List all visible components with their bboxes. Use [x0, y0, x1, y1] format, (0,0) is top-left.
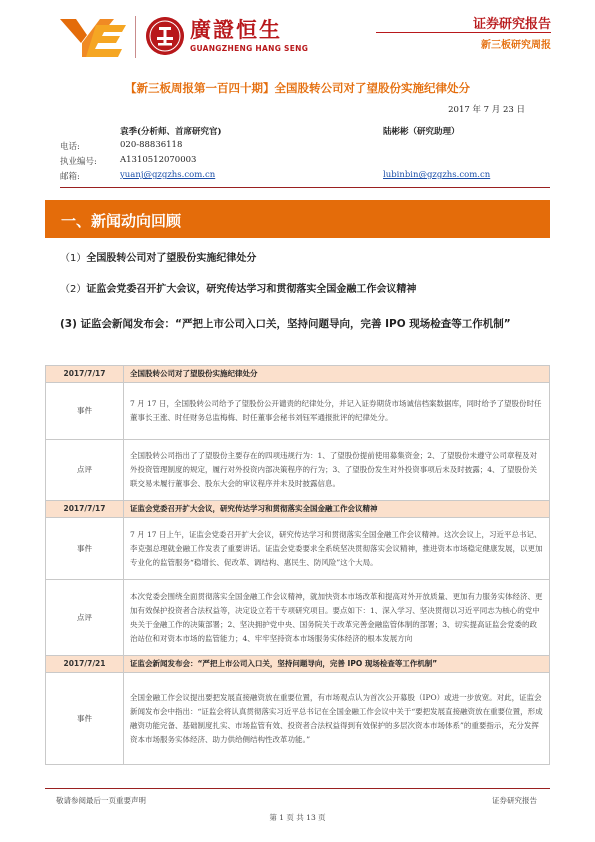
news-headline: 证监会新闻发布会：“严把上市公司入口关，坚持问题导向，完善 IPO 现场检查等工作机制” — [124, 656, 550, 673]
license-label: 执业编号: — [60, 157, 97, 167]
email-label: 邮箱: — [60, 172, 80, 182]
author-license-row — [60, 155, 550, 169]
table-row — [46, 440, 550, 501]
news-date: 2017/7/21 — [46, 656, 124, 673]
brand-name-cn: 廣證恒生 — [190, 18, 282, 42]
report-subtype-label: 新三板研究周报 — [481, 40, 551, 51]
event-text: 全国金融工作会议提出要把发展直接融资放在重要位置，有市场观点认为首次公开募股（IPO）或进一步放宽。对此，证监会新闻发布会中指出：“证监会将认真贯彻落实习近平总书记在全国金融工作会议中关于“要把发展直接融资放在重要位置，形成融资功能完备、基础制度扎实、市场监管有效、投资者合法权益得到有效保护的多层次资本市场体系”的重要指示，充分发挥资本市场服务实体经济、助力供给侧结构性改革功能。” — [124, 673, 550, 765]
event-label: 事件 — [46, 383, 124, 440]
item-number: （1） — [60, 253, 87, 264]
news-headline: 全国股转公司对了望股份实施纪律处分 — [124, 366, 550, 383]
item-text: 证监会党委召开扩大会议，研究传达学习和贯彻落实全国金融工作会议精神 — [86, 284, 417, 295]
author-phone-row — [60, 140, 550, 154]
footer-disclaimer: 敬请参阅最后一页重要声明 — [56, 796, 146, 805]
news-table — [45, 365, 550, 765]
author-info — [60, 122, 550, 188]
report-date: 2017 年 7 月 23 日 — [448, 105, 525, 115]
table-row — [46, 673, 550, 765]
news-item-3 — [60, 311, 550, 337]
author-name-assistant: 陆彬彬（研究助理） — [383, 127, 460, 137]
news-headline: 证监会党委召开扩大会议，研究传达学习和贯彻落实全国金融工作会议精神 — [124, 501, 550, 518]
item-number: （2） — [60, 284, 87, 295]
event-text: 7 月 17 日上午，证监会党委召开扩大会议，研究传达学习和贯彻落实全国金融工作会议精神。这次会议上，习近平总书记、李克强总理就金融工作发表了重要讲话。证监会党委要求全系统坚决贯彻落实会议精神，推进资本市场稳定健康发展，以更加专业化的监管服务“稳增长、促改革、调结构、惠民生、防风险”这个大局。 — [124, 518, 550, 580]
logo-divider — [135, 16, 136, 58]
phone-label: 电话: — [60, 142, 80, 152]
author-names-row — [60, 125, 550, 139]
comment-label: 点评 — [46, 580, 124, 656]
comment-label: 点评 — [46, 440, 124, 501]
author-name-primary: 袁季(分析师、首席研究官) — [120, 127, 222, 137]
phone-value: 020-88836118 — [120, 140, 183, 150]
table-row — [46, 518, 550, 580]
section-title: 一、新闻动向回顾 — [61, 212, 182, 230]
table-row — [46, 501, 550, 518]
report-header — [0, 0, 595, 68]
license-value: A1310512070003 — [120, 155, 197, 165]
brand-name-en: GUANGZHENG HANG SENG — [190, 44, 309, 53]
report-title: 【新三板周报第一百四十期】全国股转公司对了望股份实施纪律处分 — [125, 81, 470, 95]
report-type-label: 证券研究报告 — [472, 17, 551, 32]
table-row — [46, 580, 550, 656]
seal-emblem-icon — [146, 17, 184, 55]
event-label: 事件 — [46, 518, 124, 580]
event-label: 事件 — [46, 673, 124, 765]
news-item-1 — [60, 249, 256, 264]
item-number: (3) — [60, 318, 77, 330]
footer-divider — [45, 788, 550, 789]
page-number: 第 1 页 共 13 页 — [269, 813, 326, 822]
table-row — [46, 366, 550, 383]
comment-text: 全国股转公司指出了了望股份主要存在的四项违规行为：1、了望股份提前使用募集资金；2、了望股份未遵守公司章程及对外投资管理制度的规定，履行对外投资内部决策程序的行为；3、了望股份发生对外投资事项后未及时披露；4、了望股份关联交易未履行董事会、股东大会的审议程序并未及时披露信息。 — [124, 440, 550, 501]
item-text: 全国股转公司对了望股份实施纪律处分 — [86, 253, 257, 264]
item-text: 证监会新闻发布会：“严把上市公司入口关，坚持问题导向，完善 IPO 现场检查等工作机制” — [80, 318, 511, 330]
author-email-row — [60, 170, 550, 184]
header-divider — [376, 32, 551, 33]
section-heading — [45, 200, 550, 238]
news-date: 2017/7/17 — [46, 366, 124, 383]
news-item-2 — [60, 280, 416, 295]
table-row — [46, 656, 550, 673]
company-logo-icon — [60, 15, 128, 59]
email-link-primary[interactable]: yuanj@gzgzhs.com.cn — [120, 170, 216, 180]
table-row — [46, 383, 550, 440]
email-link-assistant[interactable]: lubinbin@gzgzhs.com.cn — [383, 170, 491, 180]
news-date: 2017/7/17 — [46, 501, 124, 518]
comment-text: 本次党委会围绕全面贯彻落实全国金融工作会议精神，就加快资本市场改革和提高对外开放质量、更加有力服务实体经济、更加有效保护投资者合法权益等，决定设立若干专项研究项目。要点如下：1、深入学习、坚决贯彻以习近平同志为核心的党中央关于金融工作的决策部署；2、坚决拥护党中央、国务院关于改革完善金融监管体制的部署；3、切实提高证监会党委的政治站位和对资本市场的监管能力；4、牢牢坚持资本市场服务实体经济的根本发展方向 — [124, 580, 550, 656]
event-text: 7 月 17 日，全国股转公司给予了望股份公开谴责的纪律处分，并记入证券期货市场诚信档案数据库，同时给予了望股份时任董事长王涨、时任财务总监梅梅、时任董事会秘书刘钰军通报批评的纪律处分。 — [124, 383, 550, 440]
footer-doc-type: 证券研究报告 — [492, 796, 537, 805]
